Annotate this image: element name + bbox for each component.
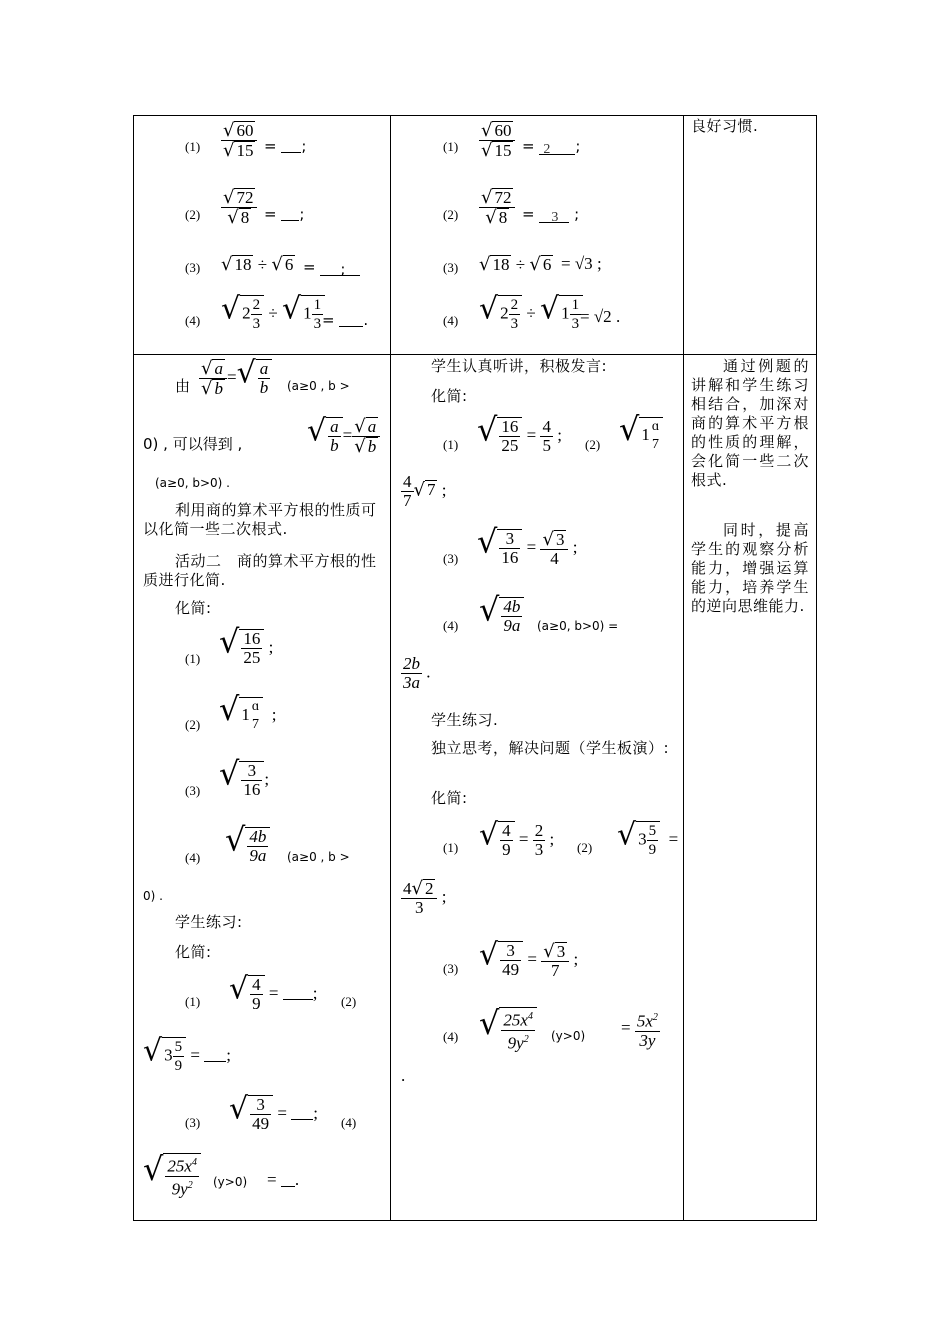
sqrt-3-16-answer: √ $\frac{3}{16}$ = $\frac{√ 3}{4}$ ; (477, 522, 578, 568)
fraction-sqrt72-sqrt8: $\frac{√ 72}{√ 8}$ (221, 188, 257, 227)
sqrt18-div-sqrt6: √ 18 ÷ √ 6 (221, 254, 294, 275)
activity-heading: 活动二 商的算术平方根的性质进行化简. (143, 552, 377, 589)
section-label: 学生练习. (431, 711, 499, 729)
filled-answer: = √3 ; (561, 254, 602, 273)
exercise-item: (4) (185, 313, 201, 328)
answer-blank: = . (267, 1170, 300, 1189)
teaching-purpose: 同时，提高学生的观察分析能力，增强运算能力，培养学生的逆向思维能力. (691, 521, 809, 615)
mixed-sqrt-division: √ 2 $\frac{2}{3}$ ÷ √ 1 $\frac{1}{3}$ (479, 295, 583, 333)
section-label: 化简: (431, 789, 468, 807)
condition-text: (y>0) (213, 1175, 248, 1189)
sqrt-4-9-answer: √ $\frac{4}{9}$ = $\frac{2}{3}$ ; (479, 817, 555, 859)
fraction-sqrt72-sqrt8: $\frac{√ 72}{√ 8}$ (479, 188, 515, 227)
exercise-item: (3) (185, 260, 201, 275)
paragraph: 独立思考，解决问题（学生板演）: (431, 739, 670, 757)
quotient-rule-formula: √ $\frac{a}{b}$ = $\frac{√ a}{√ b}$ (307, 417, 380, 456)
section-label: 化简: (175, 599, 212, 617)
answer-4sqrt2-3: $\frac{4√ 2}{3}$ ; (403, 878, 447, 917)
sqrt-1-9-7: √ 1 ɑ 7 (619, 417, 663, 454)
sqrt-4-9: √ $\frac{4}{9}$ = ; (229, 971, 318, 1013)
condition-text: (a≥0, b>0) = (537, 619, 619, 633)
condition-text: (a≥0, b>0) . (155, 476, 230, 490)
sqrt-16-25: √ $\frac{16}{25}$ ; (219, 622, 274, 667)
answer-4-7-sqrt7: $\frac{4}{7}$ √ 7 ; (403, 472, 447, 510)
sqrt-3-49-answer: √ $\frac{3}{49}$ = $\frac{√ 3}{7}$ ; (479, 937, 579, 980)
sqrt-25x4-9y2: √ $\frac{25x^4}{9y^2}$ (479, 1007, 537, 1052)
teaching-note: 良好习惯. (691, 117, 759, 135)
sqrt-3-5-9: √ 3 $\frac{5}{9}$ = (617, 817, 679, 858)
item-index: (1) (185, 139, 201, 154)
answer-2b-3a: $\frac{2b}{3a}$ . (403, 654, 431, 692)
teaching-purpose: 通过例题的讲解和学生练习相结合，加深对商的算术平方根的性质的理解，会化简一些二次根式. (691, 357, 809, 489)
condition-text: (y>0) (551, 1029, 586, 1043)
sqrt-4b-9a: √ $\frac{4b}{9a}$ (479, 597, 524, 635)
answer-blank: = . (322, 311, 369, 329)
table-border (133, 115, 817, 1221)
sqrt-1-9-7: √ 1 ɑ 7 ; (219, 689, 277, 732)
fraction-sqrt60-sqrt15: $\frac{√ 60}{√ 15}$ (479, 121, 515, 160)
section-label: 化简: (431, 387, 468, 405)
condition-text: (a≥0 , b > (287, 850, 350, 864)
answer-5x2-3y: = $\frac{5x^2}{3y}$ (621, 1009, 660, 1050)
lesson-table: (1) $\frac{√ 60}{√ 15}$ = ; (2) $\frac{√ 72}{√ 8}$ = ; (3) √ 18 ÷ √ 6 = ; (4) √ 2 $\frac{2}{3}$ ÷ √ 1 $\frac{1}{3}$ = . (1) $\frac{√ 60}{√ 15}$ = 2 ; (2) $\frac{√ 72}{√ 8}$ = 3 ; (3) √ 18 ÷ √ 6 = √3 ; (4) √ 2 $\frac{2}{3}$ ÷ √ 1 $\frac{1}{3}$ = √2 . 良好习惯. 由 $\frac{√ a}{√ b}$ =√ $\frac{a}{b}$ (a≥0 , b > 0) , 可以得到 , √ $\frac{a}{b}$ = $\frac{√ a}{√ b}$ (a≥0, b>0) . 利用商的算术平方根的性质可以化简一些二次根式. 活动二 商的算术平方根的性质进行化简. 化简: (1) √ $\frac{16}{25}$ ; (2) √ 1 ɑ 7 ; (3) √ $\frac{3}{16}$ ; (4) √ $\frac{4b}{9a}$ (a≥0 , b > 0) . 学生练习: 化简: (1) √ $\frac{4}{9}$ = ; (2) √ 3 $\frac{5}{9}$ = ; (3) √ $\frac{3}{49}$ = ; (4) √ $\frac{25x^4}{9y^2}$ (y>0) = . 学生认真听讲，积极发言: 化简: (1) √ $\frac{16}{25}$ = $\frac{4}{5}$ ; (2) √ 1 ɑ 7 $\frac{4}{7}$ √ 7 ; (3) √ $\frac{3}{16}$ = $\frac{√ 3}{4}$ ; (4) √ $\frac{4b}{9a}$ (a≥0, b>0) = $\frac{2b}{3a}$ . 学生练习. 独立思考，解决问题（学生板演）: 化简: (1) √ $\frac{4}{9}$ = $\frac{2}{3}$ ; (2) √ 3 $\frac{5}{9}$ = $\frac{4√ 2}{3}$ ; (3) √ $\frac{3}{49}$ = $\frac{√ 3}{7}$ ; (4) √ $\frac{25x^4}{9y^2}$ (y>0) = $\frac{5x^2}{3y}$ . 通过例题的讲解和学生练习相结合，加深对商的算术平方根的性质的理解，会化简一些二次根式. 同时，提高学生的观察分析能力，增强运算能力，培养学生的逆向思维能力. (133, 115, 817, 1221)
exercise-item: (2) (185, 207, 201, 222)
section-label: 化简: (175, 943, 212, 961)
intro-prefix: 由 (175, 377, 191, 395)
sqrt-4b-9a: √ $\frac{4b}{9a}$ (225, 827, 270, 865)
section-label: 学生练习: (175, 913, 243, 931)
answer-blank: = ; (303, 258, 360, 276)
exercise-item (185, 137, 200, 156)
condition-text: 0) . (143, 889, 163, 903)
column-divider (390, 115, 391, 1221)
sqrt-16-25-answer: √ $\frac{16}{25}$ = $\frac{4}{5}$ ; (477, 410, 562, 455)
answer-blank: = ; (264, 137, 307, 155)
answer-blank: = ; (264, 205, 305, 223)
period: . (401, 1066, 406, 1085)
sqrt-25x4-9y2: √ $\frac{25x^4}{9y^2}$ (143, 1153, 201, 1198)
column-divider (683, 115, 684, 1221)
fraction-sqrt60-sqrt15: $\frac{√ 60}{√ 15}$ (221, 121, 257, 160)
mixed-sqrt-division: √ 2 $\frac{2}{3}$ ÷ √ 1 $\frac{1}{3}$ (221, 295, 325, 333)
paragraph: 利用商的算术平方根的性质可以化简一些二次根式. (143, 501, 377, 538)
quotient-rule-formula: $\frac{√ a}{√ b}$ =√ $\frac{a}{b}$ (199, 359, 272, 398)
filled-answer: = 2 ; (522, 137, 581, 157)
filled-answer: = 3 ; (522, 205, 580, 225)
sqrt-3-49: √ $\frac{3}{49}$ = ; (229, 1091, 318, 1133)
filled-answer: = √2 . (580, 307, 621, 326)
paragraph: 学生认真听讲，积极发言: (431, 357, 608, 375)
condition-text: 0) , 可以得到 , (143, 435, 243, 453)
sqrt-3-16: √ $\frac{3}{16}$ ; (219, 754, 270, 799)
condition-text: (a≥0 , b > (287, 379, 350, 393)
sqrt-3-5-9: √ 3 $\frac{5}{9}$ = ; (143, 1033, 231, 1074)
sqrt18-div-sqrt6: √ 18 ÷ √ 6 (479, 254, 552, 275)
